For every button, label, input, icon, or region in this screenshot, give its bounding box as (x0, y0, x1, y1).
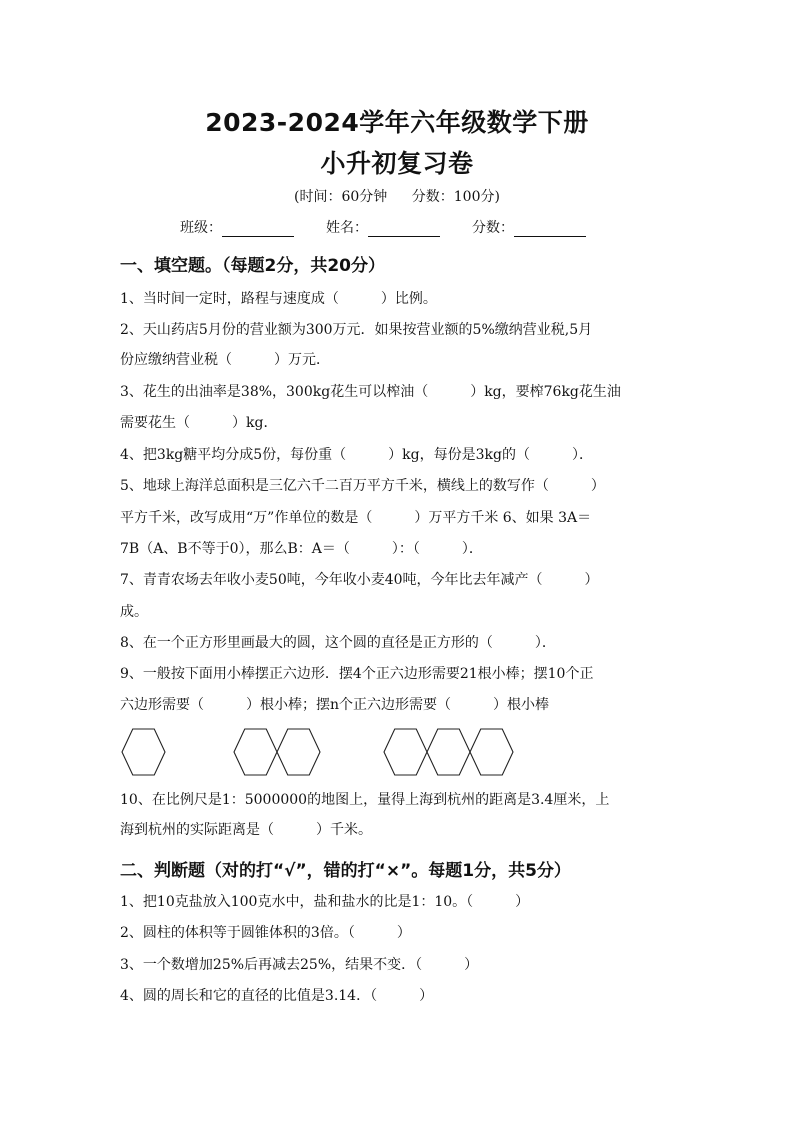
class-label: 班级： (180, 220, 222, 236)
class-blank[interactable] (222, 222, 294, 237)
question-line: 成。 (120, 604, 148, 620)
exam-meta (0, 186, 794, 206)
question-line: 平方千米，改写成用“万”作单位的数是（ ）万平方千米 6、如果 3A＝ (120, 510, 592, 526)
hexagon-shape (234, 729, 277, 775)
name-blank[interactable] (368, 222, 440, 237)
question-line: 1、当时间一定时，路程与速度成（ ）比例。 (120, 291, 437, 307)
score-field (472, 217, 586, 237)
hexagon-pattern-figure (118, 727, 518, 779)
question-line: 需要花生（ ）kg． (120, 415, 278, 431)
score-blank[interactable] (514, 222, 586, 237)
question-line: 份应缴纳营业税（ ）万元． (120, 352, 330, 368)
question-line: 1、把10克盐放入100克水中，盐和盐水的比是1：10。（ ） (120, 894, 530, 910)
hexagon-shape (470, 729, 513, 775)
question-line: 5、地球上海洋总面积是三亿六千二百万平方千米，横线上的数写作（ ） (120, 478, 605, 494)
question-line: 3、花生的出油率是38%，300kg花生可以榨油（ ）kg，要榨76kg花生油 (120, 384, 621, 400)
page-title: 2023-2024学年六年级数学下册 (205, 108, 589, 137)
name-field (326, 217, 440, 237)
name-label: 姓名： (326, 220, 368, 236)
question-line: 海到杭州的实际距离是（ ）千米。 (120, 822, 372, 838)
hexagon-shape (427, 729, 470, 775)
section-fill-blank-heading: 一、填空题。（每题2分，共20分） (120, 256, 385, 276)
section-true-false-heading: 二、判断题（对的打“√”，错的打“×”。每题1分，共5分） (120, 861, 571, 881)
question-line: 7B（A、B不等于0），那么B：A＝（ ）：（ ）． (120, 541, 483, 557)
question-line: 六边形需要（ ）根小棒；摆n个正六边形需要（ ）根小棒 (120, 697, 550, 713)
exam-total-score: 分数：100分) (411, 189, 500, 205)
class-field (180, 217, 294, 237)
page-subtitle: 小升初复习卷 (320, 149, 474, 178)
question-line: 9、一般按下面用小棒摆正六边形．摆4个正六边形需要21根小棒；摆10个正 (120, 666, 594, 682)
question-line: 7、青青农场去年收小麦50吨，今年收小麦40吨，今年比去年减产（ ） (120, 572, 599, 588)
hexagon-shape (122, 729, 165, 775)
question-line: 4、把3kg糖平均分成5份，每份重（ ）kg，每份是3kg的（ ）． (120, 447, 593, 463)
score-label: 分数： (472, 220, 514, 236)
question-line: 10、在比例尺是1：5000000的地图上，量得上海到杭州的距离是3.4厘米，上 (120, 792, 610, 808)
question-line: 8、在一个正方形里画最大的圆，这个圆的直径是正方形的（ ）． (120, 635, 556, 651)
question-line: 2、圆柱的体积等于圆锥体积的3倍。（ ） (120, 925, 411, 941)
question-line: 3、一个数增加25%后再减去25%，结果不变．（ ） (120, 957, 479, 973)
question-line: 4、圆的周长和它的直径的比值是3.14．（ ） (120, 988, 434, 1004)
question-line: 2、天山药店5月份的营业额为300万元．如果按营业额的5%缴纳营业税,5月 (120, 322, 593, 338)
student-info-row (180, 217, 618, 237)
hexagon-shape (277, 729, 320, 775)
exam-time: (时间：60分钟 (294, 189, 388, 205)
hexagon-shape (384, 729, 427, 775)
